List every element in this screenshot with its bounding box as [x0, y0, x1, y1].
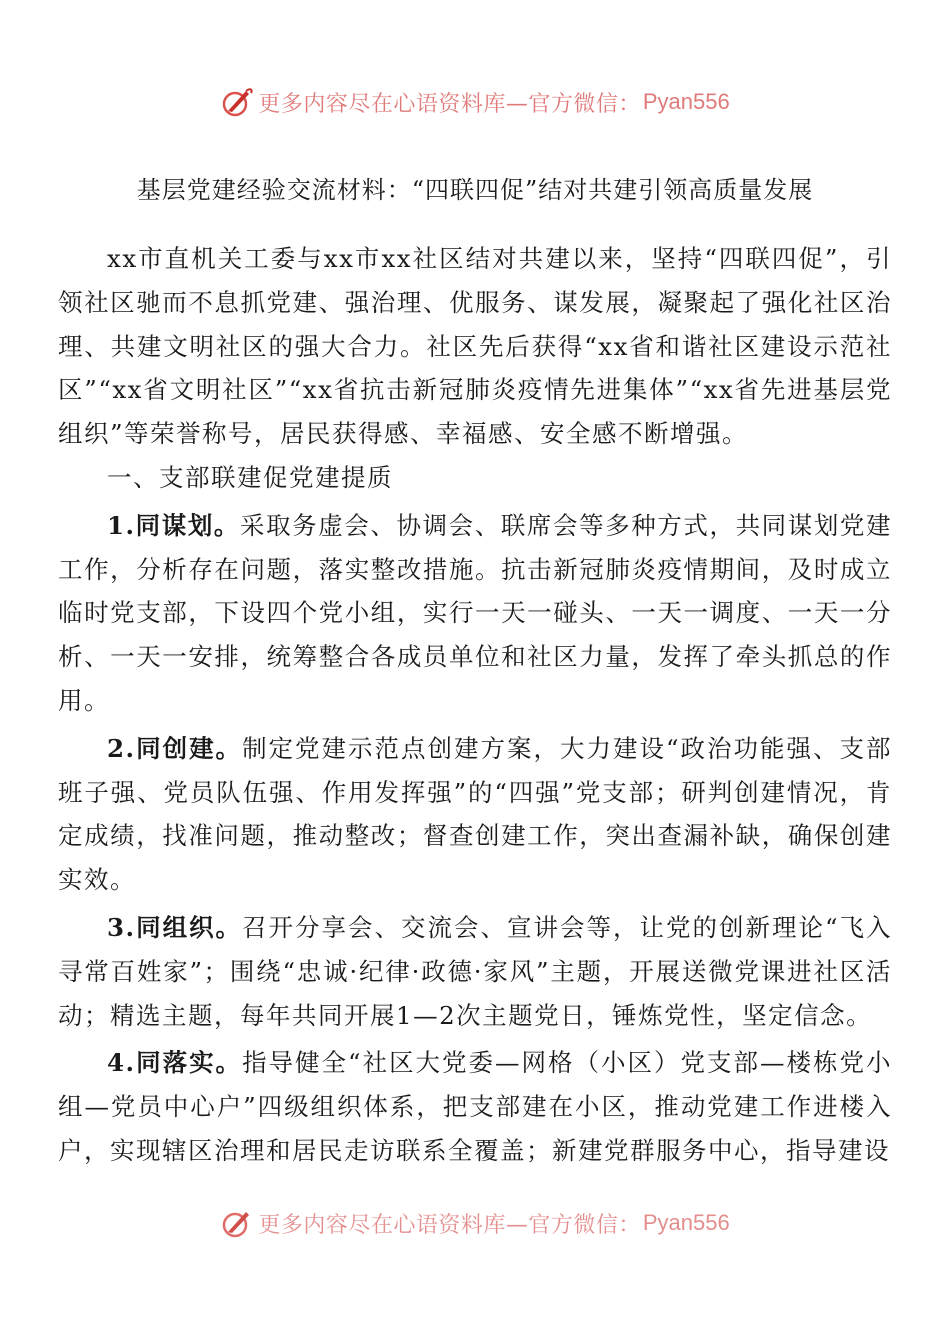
header-watermark: [0, 84, 950, 120]
watermark-wechat: Pyan556: [642, 1210, 730, 1235]
item-paragraph: [58, 504, 892, 723]
quill-logo-icon: [220, 85, 254, 119]
item-text: 召开分享会、交流会、宣讲会等，让党的创新理论“飞入寻常百姓家”；围绕“忠诚·纪律·政德·家风”主题，开展送微党课进社区活动；精选主题，每年共同开展1—2次主题党日，锤炼党性，坚定信念。: [58, 912, 892, 1030]
quill-logo-icon: [220, 1206, 254, 1240]
item-heading: 4.同落实。: [107, 1048, 243, 1078]
watermark-text: 更多内容尽在心语资料库—官方微信：: [258, 1212, 641, 1238]
item-text: 指导健全“社区大党委—网格（小区）党支部—楼栋党小组—党员中心户”四级组织体系，把支部建在小区，推动党建工作进楼入户，实现辖区治理和居民走访联系全覆盖；新建党群服务中心，指导建设: [58, 1048, 892, 1165]
item-paragraph: [58, 727, 892, 902]
footer-watermark: [0, 1205, 950, 1241]
intro-paragraph: xx市直机关工委与xx市xx社区结对共建以来，坚持“四联四促”，引领社区驰而不息抓党建、强治理、优服务、谋发展，凝聚起了强化社区治理、共建文明社区的强大合力。社区先后获得“xx省和谐社区建设示范社区”“xx省文明社区”“xx省抗击新冠肺炎疫情先进集体”“xx省先进基层党组织”等荣誉称号，居民获得感、幸福感、安全感不断增强。: [58, 244, 892, 449]
item-heading: 1.同谋划。: [107, 510, 240, 540]
item-paragraph: [58, 906, 892, 1037]
section-heading: 一、支部联建促党建提质: [107, 462, 393, 492]
item-paragraph: [58, 1041, 892, 1172]
watermark-wechat: Pyan556: [642, 89, 730, 114]
document-title: 基层党建经验交流材料：“四联四促”结对共建引领高质量发展: [136, 176, 814, 204]
item-text: 采取务虚会、协调会、联席会等多种方式，共同谋划党建工作，分析存在问题，落实整改措施。抗击新冠肺炎疫情期间，及时成立临时党支部，下设四个党小组，实行一天一碰头、一天一调度、一天一分析、一天一安排，统筹整合各成员单位和社区力量，发挥了牵头抓总的作用。: [58, 510, 893, 715]
item-text: 制定党建示范点创建方案，大力建设“政治功能强、支部班子强、党员队伍强、作用发挥强”的“四强”党支部；研判创建情况，肯定成绩，找准问题，推动整改；督查创建工作，突出查漏补缺，确保创建实效。: [58, 733, 892, 895]
item-heading: 2.同创建。: [107, 733, 243, 763]
document-body: [58, 237, 892, 1173]
item-heading: 3.同组织。: [107, 912, 243, 942]
watermark-text: 更多内容尽在心语资料库—官方微信：: [258, 91, 641, 117]
